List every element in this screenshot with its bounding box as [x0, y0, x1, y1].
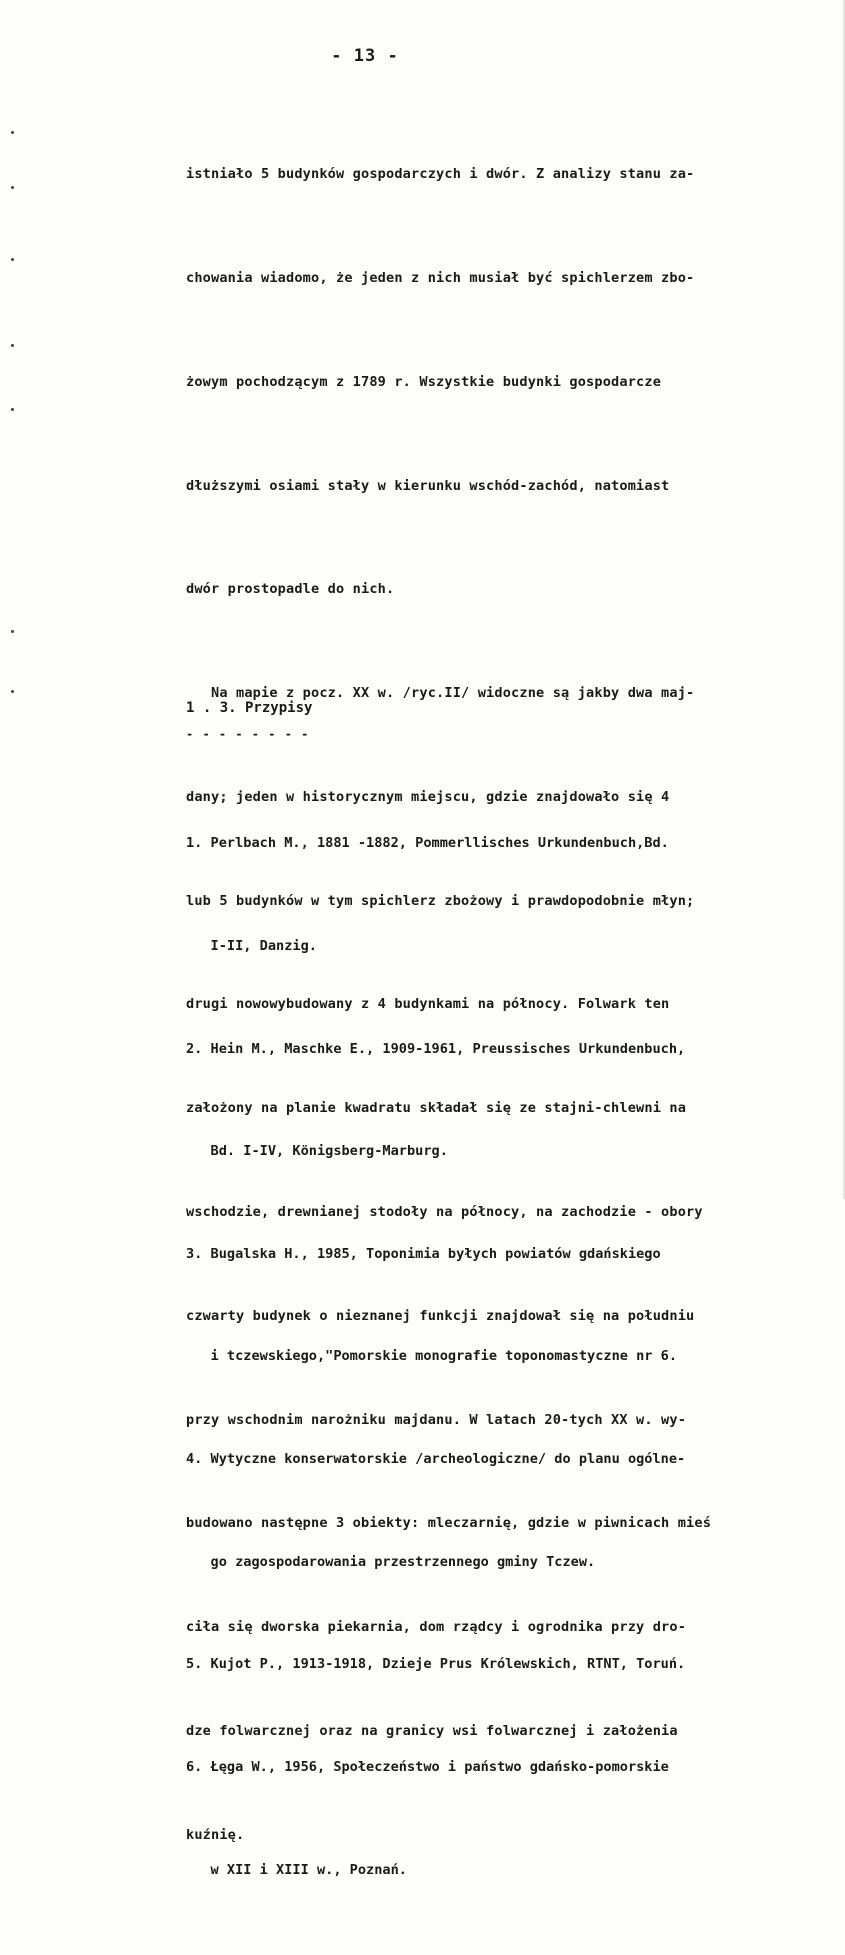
text-line: istniało 5 budynków gospodarczych i dwór. Z analizy stanu za- — [186, 166, 695, 183]
footnote-line: 4. Wytyczne konserwatorskie /archeologiczne/ do planu ogólne- — [186, 1451, 686, 1468]
footnote-line: 1. Perlbach M., 1881 -1882, Pommerllisches Urkundenbuch,Bd. — [186, 835, 669, 852]
footnote-line: go zagospodarowania przestrzennego gminy Tczew. — [186, 1553, 596, 1570]
text-line: dany; jeden w historycznym miejscu, gdzie znajdowało się 4 — [186, 788, 670, 805]
text-line: przy wschodnim narożniku majdanu. W latach 20-tych XX w. wy- — [186, 1411, 687, 1428]
section-heading: 1 . 3. Przypisy — [186, 700, 313, 716]
text-line: żowym pochodzącym z 1789 r. Wszystkie budynki gospodarcze — [186, 373, 662, 390]
text-line: założony na planie kwadratu składał się ze stajni-chlewni na — [186, 1100, 687, 1117]
margin-punch-dot — [11, 690, 14, 693]
footnote-line: Bd. I-IV, Königsberg-Marburg. — [186, 1143, 448, 1160]
footnotes-list — [186, 758, 838, 1955]
margin-punch-dot — [11, 344, 14, 347]
text-line: budowano następne 3 obiekty: mleczarnię, gdzie w piwnicach mieś — [186, 1515, 712, 1532]
margin-punch-dot — [11, 630, 14, 633]
text-line: Na mapie z pocz. XX w. /ryc.II/ widoczne są jakby dwa maj- — [186, 685, 695, 702]
margin-punch-dot — [11, 186, 14, 189]
text-line: kuźnię. — [186, 1826, 245, 1843]
text-line: dwór prostopadle do nich. — [186, 581, 395, 598]
text-line: dłuższymi osiami stały w kierunku wschód-zachód, natomiast — [186, 477, 670, 494]
footnote-line: i tczewskiego,"Pomorskie monografie toponomastyczne nr 6. — [186, 1348, 678, 1365]
text-line: drugi nowowybudowany z 4 budynkami na północy. Folwark ten — [186, 996, 670, 1013]
margin-punch-dot — [11, 258, 14, 261]
text-line: dze folwarcznej oraz na granicy wsi folwarcznej i założenia — [186, 1722, 678, 1739]
text-line: lub 5 budynków w tym spichlerz zbożowy i prawdopodobnie młyn; — [186, 892, 695, 909]
footnote-line: 5. Kujot P., 1913-1918, Dzieje Prus Królewskich, RTNT, Toruń. — [186, 1656, 686, 1673]
section-heading-underline: - - - - - - - - — [186, 727, 310, 741]
text-line: chowania wiadomo, że jeden z nich musiał być spichlerzem zbo- — [186, 269, 695, 286]
text-line: ciła się dworska piekarnia, dom rządcy i ogrodnika przy dro- — [186, 1619, 687, 1636]
footnote-line: 3. Bugalska H., 1985, Toponimia byłych powiatów gdańskiego — [186, 1245, 661, 1262]
footnote-line: 2. Hein M., Maschke E., 1909-1961, Preussisches Urkundenbuch, — [186, 1040, 686, 1057]
margin-punch-dot — [11, 131, 14, 134]
text-line: wschodzie, drewnianej stodoły na północy, na zachodzie - obory — [186, 1204, 703, 1220]
footnote-line: 6. Łęga W., 1956, Społeczeństwo i państwo gdańsko-pomorskie — [186, 1758, 669, 1775]
page-number: - 13 - — [331, 46, 399, 66]
text-line: czwarty budynek o nieznanej funkcji znajdował się na południu — [186, 1307, 695, 1324]
margin-punch-dot — [11, 408, 14, 411]
footnote-line: w XII i XIII w., Poznań. — [186, 1861, 407, 1878]
footnote-line: I-II, Danzig. — [186, 938, 317, 955]
